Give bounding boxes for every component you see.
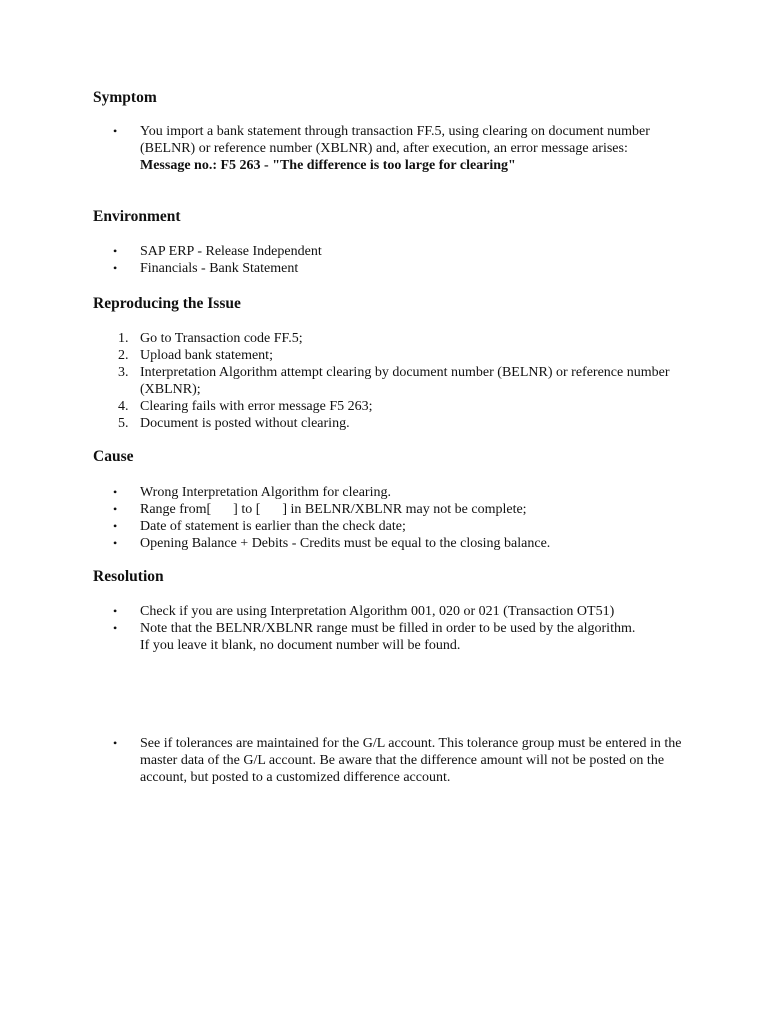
- reproducing-list: [93, 330, 693, 432]
- heading-environment: Environment: [93, 208, 181, 225]
- symptom-text: You import a bank statement through transaction FF.5, using clearing on document number (BELNR) or reference number (XBLNR) and, after execution, an error message arises:: [140, 124, 650, 156]
- step-number: 4.: [118, 399, 129, 414]
- list-item: [93, 347, 693, 364]
- range-rest-text: ] in BELNR/XBLNR may not be complete;: [282, 502, 527, 517]
- range-to-text: ] to [: [233, 502, 261, 517]
- resolution-list-continued: [93, 735, 693, 786]
- list-item: • Date of statement is earlier than the check date;: [93, 518, 693, 535]
- environment-list: [93, 243, 693, 277]
- list-item: • SAP ERP - Release Independent: [93, 243, 693, 260]
- list-item: • Wrong Interpretation Algorithm for clearing.: [93, 484, 693, 501]
- list-item: [93, 330, 693, 347]
- list-item: [93, 398, 693, 415]
- list-item: [93, 123, 693, 174]
- range-note-text: • Note that the BELNR/XBLNR range must be filled in order to be used by the algorithm.: [140, 621, 636, 636]
- heading-resolution: Resolution: [93, 568, 164, 585]
- blank-note-text: If you leave it blank, no document number will be found.: [140, 638, 461, 653]
- heading-cause: Cause: [93, 448, 134, 465]
- list-item: [93, 620, 693, 654]
- heading-reproducing: Reproducing the Issue: [93, 295, 241, 312]
- list-item: • See if tolerances are maintained for the G/L account. This tolerance group must be entered in the master data of the G/L account. Be aware that the difference amount will not be posted on the account, but posted to a customized difference account.: [93, 735, 693, 786]
- step-number: 5.: [118, 416, 129, 431]
- step-text: Document is posted without clearing.: [140, 416, 350, 431]
- step-number: 2.: [118, 348, 129, 363]
- step-number: 1.: [118, 331, 129, 346]
- list-item: • Opening Balance + Debits - Credits must be equal to the closing balance.: [93, 535, 693, 552]
- error-message: Message no.: F5 263 - "The difference is too large for clearing": [140, 158, 516, 173]
- heading-symptom: Symptom: [93, 89, 157, 106]
- step-text: Upload bank statement;: [140, 348, 273, 363]
- step-text: Interpretation Algorithm attempt clearing by document number (BELNR) or reference number (XBLNR);: [140, 365, 670, 397]
- range-from-text: Range from[: [140, 502, 212, 517]
- step-text: Go to Transaction code FF.5;: [140, 331, 303, 346]
- cause-list: [93, 484, 693, 552]
- step-number: 3.: [118, 365, 129, 380]
- list-item: • Financials - Bank Statement: [93, 260, 693, 277]
- list-item: [93, 415, 693, 432]
- symptom-list: [93, 123, 693, 174]
- step-text: Clearing fails with error message F5 263;: [140, 399, 373, 414]
- list-item: [93, 364, 693, 398]
- list-item: • Check if you are using Interpretation Algorithm 001, 020 or 021 (Transaction OT51): [93, 603, 693, 620]
- list-item: [93, 501, 693, 518]
- resolution-list: [93, 603, 693, 654]
